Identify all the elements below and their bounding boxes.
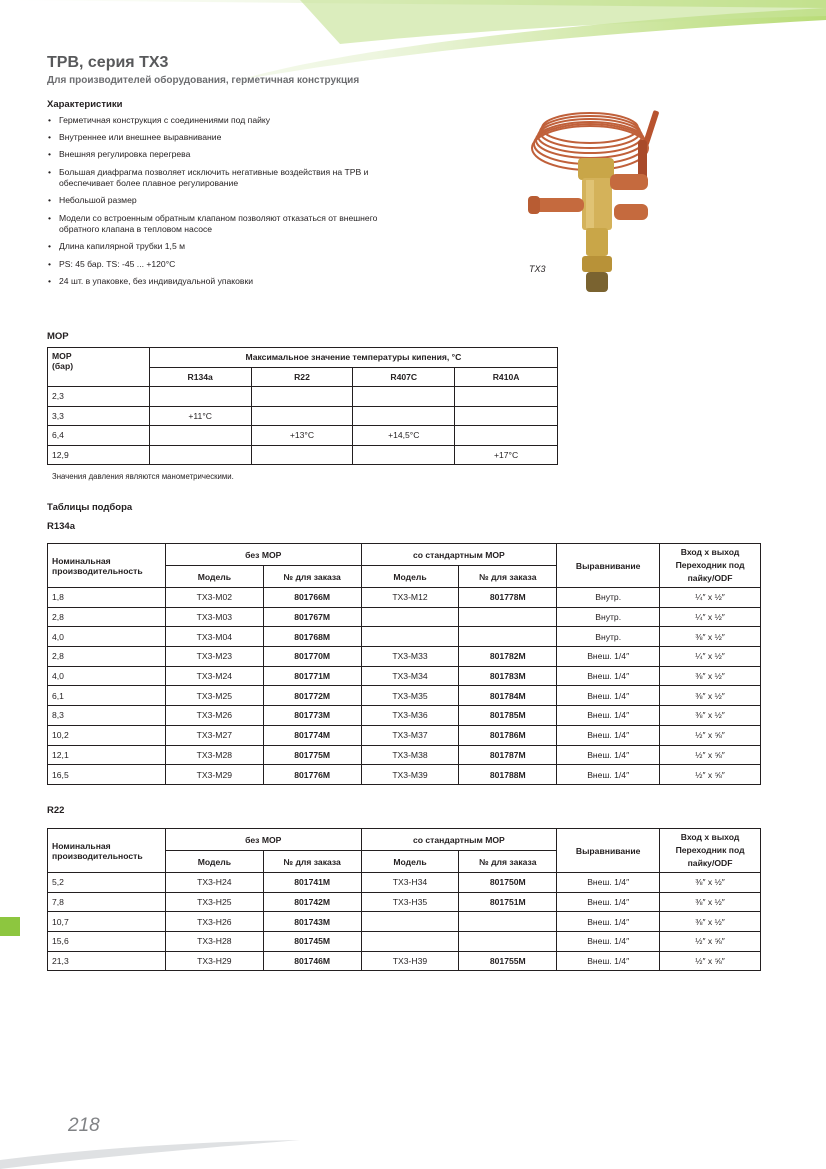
features-heading: Характеристики <box>47 99 123 110</box>
refrigerant-header: R410A <box>455 367 558 387</box>
table-cell: Внеш. 1/4″ <box>557 647 660 667</box>
table-cell: 7,8 <box>48 892 166 912</box>
feature-item: • Внутреннее или внешнее выравнивание <box>47 132 407 144</box>
equalization-header: Выравнивание <box>557 544 660 588</box>
table-row <box>48 912 761 932</box>
table-cell <box>459 607 557 627</box>
table-cell: 801746M <box>263 951 361 971</box>
table-cell <box>149 426 251 446</box>
table-row <box>48 892 761 912</box>
model-header: Модель <box>165 851 263 873</box>
table-cell: 15,6 <box>48 932 166 952</box>
table-cell: +13°C <box>251 426 353 446</box>
table-cell: 801782M <box>459 647 557 667</box>
footer-swoosh <box>0 1120 300 1169</box>
table-cell <box>459 932 557 952</box>
refrigerant-header: R407C <box>353 367 455 387</box>
table-cell: TX3-M04 <box>165 627 263 647</box>
capacity-header: Номинальная производительность <box>48 544 166 588</box>
table-cell: 2,3 <box>48 387 150 407</box>
table-cell: Внеш. 1/4″ <box>557 951 660 971</box>
feature-item: • Большая диафрагма позволяет исключить негативные воздействия на ТРВ и обеспечивает более плавное регулирование <box>47 167 407 190</box>
table-cell: 801784M <box>459 686 557 706</box>
table-cell: 16,5 <box>48 765 166 785</box>
table-cell: 801770M <box>263 647 361 667</box>
table-cell: ½″ x ⅝″ <box>660 765 761 785</box>
table-cell: ½″ x ⅝″ <box>660 745 761 765</box>
adapter-header: Вход х выход Переходник под пайку/ODF <box>660 829 761 873</box>
model-header: Модель <box>361 566 459 588</box>
std-mop-header: со стандартным MOP <box>361 829 557 851</box>
page-title: ТРВ, серия TX3 <box>47 54 169 71</box>
table-cell: TX3-M12 <box>361 588 459 608</box>
table-cell: Внеш. 1/4″ <box>557 912 660 932</box>
table-cell: TX3-M29 <box>165 765 263 785</box>
capacity-header: Номинальная производительность <box>48 829 166 873</box>
table-cell: ⅜″ x ½″ <box>660 627 761 647</box>
mop-note: Значения давления являются манометрическими. <box>52 472 234 481</box>
table-cell <box>455 406 558 426</box>
table-row <box>48 706 761 726</box>
table-cell: TX3-M25 <box>165 686 263 706</box>
expansion-valve-photo <box>520 100 680 310</box>
feature-item: • PS: 45 бар. TS: -45 ... +120°C <box>47 259 407 271</box>
table-cell <box>459 912 557 932</box>
table-cell: 3,3 <box>48 406 150 426</box>
table-cell: 801766M <box>263 588 361 608</box>
r22-selection-table <box>47 828 761 971</box>
table-row <box>48 588 761 608</box>
no-mop-header: без MOP <box>165 544 361 566</box>
table-cell: TX3-H24 <box>165 873 263 893</box>
table-cell: ⅜″ x ½″ <box>660 686 761 706</box>
table-row <box>48 745 761 765</box>
table-cell: TX3-M34 <box>361 666 459 686</box>
table-cell <box>149 387 251 407</box>
table-cell: 801776M <box>263 765 361 785</box>
table-cell: 801775M <box>263 745 361 765</box>
table-cell: 4,0 <box>48 627 166 647</box>
order-no-header: № для заказа <box>263 851 361 873</box>
table-cell: 801774M <box>263 725 361 745</box>
table-row <box>48 725 761 745</box>
table-cell: TX3-M03 <box>165 607 263 627</box>
table-row <box>48 627 761 647</box>
table-cell: 801788M <box>459 765 557 785</box>
table-cell: Внеш. 1/4″ <box>557 765 660 785</box>
mop-table <box>47 347 558 465</box>
feature-item: • Небольшой размер <box>47 195 407 207</box>
table-row <box>48 607 761 627</box>
feature-item: • 24 шт. в упаковке, без индивидуальной упаковки <box>47 276 407 288</box>
refrigerant-header: R134a <box>149 367 251 387</box>
mop-span-header: Максимальное значение температуры кипения, °C <box>149 348 557 368</box>
table-cell <box>361 912 459 932</box>
table-cell: TX3-H35 <box>361 892 459 912</box>
table-cell: 801771M <box>263 666 361 686</box>
table-cell: TX3-M33 <box>361 647 459 667</box>
table-cell: TX3-H28 <box>165 932 263 952</box>
table-cell: 801751M <box>459 892 557 912</box>
feature-item: • Модели со встроенным обратным клапаном позволяют отказаться от внешнего обратного клапана в тепловом насосе <box>47 213 407 236</box>
table-cell <box>361 627 459 647</box>
table-cell: TX3-M35 <box>361 686 459 706</box>
model-header: Модель <box>165 566 263 588</box>
page-subtitle: Для производителей оборудования, герметичная конструкция <box>47 75 360 86</box>
table-cell: 801783M <box>459 666 557 686</box>
table-cell: TX3-M38 <box>361 745 459 765</box>
table-cell: 5,2 <box>48 873 166 893</box>
table-cell: 10,7 <box>48 912 166 932</box>
table-row <box>48 406 558 426</box>
std-mop-header: со стандартным MOP <box>361 544 557 566</box>
model-header: Модель <box>361 851 459 873</box>
r134a-selection-table <box>47 543 761 785</box>
table-cell: 801785M <box>459 706 557 726</box>
table-cell: ½″ x ⅝″ <box>660 932 761 952</box>
table-cell: +14,5°C <box>353 426 455 446</box>
table-cell: Внутр. <box>557 627 660 647</box>
table-cell: ½″ x ⅝″ <box>660 725 761 745</box>
table-cell: 1,8 <box>48 588 166 608</box>
table-cell: Внеш. 1/4″ <box>557 873 660 893</box>
table-cell: TX3-M02 <box>165 588 263 608</box>
table-cell: 801772M <box>263 686 361 706</box>
table-cell: +11°C <box>149 406 251 426</box>
table-row <box>48 445 558 465</box>
table-cell: 801743M <box>263 912 361 932</box>
table-cell: 801745M <box>263 932 361 952</box>
table-cell: 2,8 <box>48 647 166 667</box>
table-cell: TX3-M39 <box>361 765 459 785</box>
table-cell <box>455 426 558 446</box>
table-cell: Внеш. 1/4″ <box>557 686 660 706</box>
table-cell: ¼″ x ½″ <box>660 588 761 608</box>
table-cell: Внеш. 1/4″ <box>557 706 660 726</box>
table-row <box>48 932 761 952</box>
selection-heading: Таблицы подбора <box>47 502 133 513</box>
table-cell: ⅜″ x ½″ <box>660 706 761 726</box>
table-cell <box>353 445 455 465</box>
table-cell: 801786M <box>459 725 557 745</box>
table-cell: 801773M <box>263 706 361 726</box>
table-cell: ⅜″ x ½″ <box>660 912 761 932</box>
table-cell: 8,3 <box>48 706 166 726</box>
order-no-header: № для заказа <box>263 566 361 588</box>
table-row <box>48 666 761 686</box>
table-cell: 2,8 <box>48 607 166 627</box>
table-cell <box>149 445 251 465</box>
table-row <box>48 686 761 706</box>
table-cell: TX3-M37 <box>361 725 459 745</box>
table-cell: 12,9 <box>48 445 150 465</box>
table-cell: 4,0 <box>48 666 166 686</box>
table-cell: ⅜″ x ½″ <box>660 892 761 912</box>
mop-col-header: MOP (бар) <box>48 348 150 387</box>
order-no-header: № для заказа <box>459 851 557 873</box>
table-cell: 6,1 <box>48 686 166 706</box>
table-cell: 801750M <box>459 873 557 893</box>
table-cell: ¼″ x ½″ <box>660 607 761 627</box>
table-cell <box>455 387 558 407</box>
table-row <box>48 647 761 667</box>
table-cell: Внеш. 1/4″ <box>557 666 660 686</box>
table-cell: 21,3 <box>48 951 166 971</box>
table-row <box>48 765 761 785</box>
table-cell: 801767M <box>263 607 361 627</box>
r134a-heading: R134a <box>47 521 75 532</box>
table-cell <box>361 932 459 952</box>
table-cell: TX3-M27 <box>165 725 263 745</box>
table-cell <box>353 387 455 407</box>
table-cell <box>251 406 353 426</box>
table-cell: TX3-M24 <box>165 666 263 686</box>
table-cell: 801741M <box>263 873 361 893</box>
table-cell: 801742M <box>263 892 361 912</box>
table-cell: ⅜″ x ½″ <box>660 873 761 893</box>
table-cell: 6,4 <box>48 426 150 446</box>
table-cell <box>361 607 459 627</box>
table-row <box>48 951 761 971</box>
table-cell <box>459 627 557 647</box>
table-cell: Внеш. 1/4″ <box>557 932 660 952</box>
table-cell <box>251 445 353 465</box>
feature-item: • Герметичная конструкция с соединениями под пайку <box>47 115 407 127</box>
table-cell <box>353 406 455 426</box>
table-cell: Внеш. 1/4″ <box>557 892 660 912</box>
feature-item: • Длина капилярной трубки 1,5 м <box>47 241 407 253</box>
table-cell: TX3-H29 <box>165 951 263 971</box>
table-cell: TX3-M36 <box>361 706 459 726</box>
table-cell: TX3-H34 <box>361 873 459 893</box>
table-cell: TX3-H26 <box>165 912 263 932</box>
table-cell: 12,1 <box>48 745 166 765</box>
equalization-header: Выравнивание <box>557 829 660 873</box>
order-no-header: № для заказа <box>459 566 557 588</box>
table-cell: 10,2 <box>48 725 166 745</box>
r22-heading: R22 <box>47 805 65 816</box>
no-mop-header: без MOP <box>165 829 361 851</box>
adapter-header: Вход х выход Переходник под пайку/ODF <box>660 544 761 588</box>
table-cell: ¼″ x ½″ <box>660 647 761 667</box>
table-cell: Внутр. <box>557 588 660 608</box>
table-cell: TX3-M28 <box>165 745 263 765</box>
table-cell: 801755M <box>459 951 557 971</box>
table-row <box>48 426 558 446</box>
table-cell: Внутр. <box>557 607 660 627</box>
table-cell: 801768M <box>263 627 361 647</box>
table-cell: 801787M <box>459 745 557 765</box>
features-list <box>47 115 407 293</box>
table-cell: Внеш. 1/4″ <box>557 725 660 745</box>
table-cell: TX3-H25 <box>165 892 263 912</box>
table-row <box>48 387 558 407</box>
table-cell: +17°C <box>455 445 558 465</box>
table-cell: ½″ x ⅝″ <box>660 951 761 971</box>
mop-heading: MOP <box>47 331 69 342</box>
table-cell: Внеш. 1/4″ <box>557 745 660 765</box>
feature-item: • Внешняя регулировка перегрева <box>47 149 407 161</box>
table-cell <box>251 387 353 407</box>
table-row <box>48 873 761 893</box>
product-caption: TX3 <box>529 264 546 274</box>
page-number: 218 <box>68 1115 100 1136</box>
section-tab-marker <box>0 917 20 936</box>
table-cell: TX3-M26 <box>165 706 263 726</box>
refrigerant-header: R22 <box>251 367 353 387</box>
table-cell: TX3-M23 <box>165 647 263 667</box>
table-cell: TX3-H39 <box>361 951 459 971</box>
table-cell: ⅜″ x ½″ <box>660 666 761 686</box>
table-cell: 801778M <box>459 588 557 608</box>
